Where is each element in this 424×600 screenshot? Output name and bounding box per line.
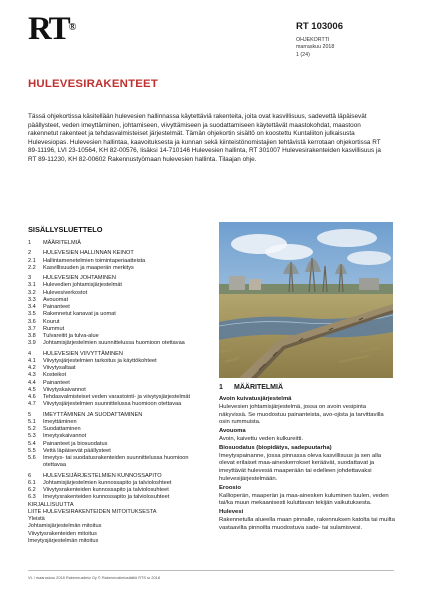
definition-term: Biosuodatus (biopidätys, sadepuutarha) — [219, 444, 332, 451]
toc-item-number: 5 — [28, 411, 32, 418]
toc-item-label: Rakennetut kanavat ja uomat — [43, 311, 116, 318]
toc-item — [28, 426, 213, 433]
footer-divider — [28, 570, 394, 571]
definition-text: Avoin, kaivettu veden kulkureitti. — [219, 435, 304, 442]
toc-item-label: Hulevedien johtamisjärjestelmät — [43, 282, 122, 289]
toc-item — [28, 516, 213, 523]
toc-item — [28, 387, 213, 394]
toc-list — [28, 240, 213, 545]
toc-item-label: KIRJALLISUUTTA — [28, 501, 74, 508]
toc-item — [28, 412, 213, 419]
page-title: HULEVESIRAKENTEET — [28, 78, 158, 90]
toc-item — [28, 419, 213, 426]
definition-text: Kallioperän, maaperän ja maa-ainesken kuluminen tuulen, veden tai/ka muun mekaanisesti kuluttavan tekijän vaikutuksesta. — [219, 492, 389, 507]
toc-item-label: Painanteet — [43, 379, 70, 386]
toc-item — [28, 326, 213, 333]
toc-item-label: IMEYTTÄMINEN JA SUODATTAMINEN — [43, 411, 143, 418]
toc-item — [28, 250, 213, 257]
definition-text: Imeytyspainanne, jossa pinnassa oleva kasvillisuus ja sen alla olevat erilaiset maa-aineskerrokset keräävät, suodattavat ja imeyttävät hulevesiä maaperään tai edelleen johdettavaksi hulevesijärjestelmään. — [219, 452, 382, 482]
toc-item-label: Viivytysjärjestelmien suunnittelussa huomioon otettavaa — [43, 401, 182, 408]
toc-item-number: 2.1 — [28, 257, 36, 264]
toc-item-number: 3.4 — [28, 304, 36, 310]
toc-item — [28, 441, 213, 448]
toc-item-label: HULEVESIEN VIIVYTTÄMINEN — [43, 350, 123, 357]
toc-item — [28, 487, 213, 494]
toc-item — [28, 401, 213, 408]
definition-term: Avoin kuivatusjärjestelmä — [219, 396, 292, 402]
toc-item — [28, 319, 213, 326]
toc-item — [28, 380, 213, 387]
toc-item — [28, 448, 213, 455]
document-number: RT 103006 — [296, 21, 344, 32]
definition-term: Avouoma — [219, 428, 246, 435]
toc-item-number: 5.5 — [28, 447, 36, 454]
toc-item-label: Tehdasvalmisteiset veden varastointi- ja viivytysjärjestelmät — [43, 394, 191, 400]
toc-item-label: Yleistä — [28, 516, 45, 522]
toc-heading: SISÄLLYSLUETTELO — [28, 225, 103, 234]
toc-item-label: Kasvillisuuden ja maaperän merkitys — [43, 264, 134, 271]
toc-item — [28, 502, 213, 509]
toc-item-label: Johtamisjärjestelmien suunnittelussa huomioon otettavaa — [43, 340, 185, 347]
toc-item — [28, 531, 213, 538]
toc-item-number: 4.5 — [28, 386, 36, 393]
toc-item-label: Kourut — [43, 318, 60, 325]
toc-item — [28, 473, 213, 480]
toc-item — [28, 480, 213, 487]
toc-item-number: 3 — [28, 275, 32, 281]
toc-item-number: 6.3 — [28, 494, 36, 501]
toc-item-number: 5.1 — [28, 418, 36, 425]
toc-item — [28, 462, 213, 469]
toc-item-number: 4.7 — [28, 401, 36, 408]
toc-item-label: Johtamisjärjestelmien kunnossapito ja talvioloshteet — [43, 479, 172, 486]
toc-item-number: 2.2 — [28, 264, 36, 271]
meta-date: marraskuu 2018 — [296, 44, 335, 51]
toc-item — [28, 351, 213, 358]
toc-item-label: LIITE HULEVESIRAKENTEIDEN MITOITUKSESTA — [28, 508, 157, 515]
toc-item — [28, 275, 213, 282]
toc-item-label: Vettä läpäisevät päällysteet — [43, 447, 111, 454]
toc-item-label: MÄÄRITELMIÄ — [43, 240, 81, 246]
toc-item-number: 2 — [28, 250, 32, 257]
toc-item — [28, 290, 213, 297]
toc-item — [28, 433, 213, 440]
section-title: MÄÄRITELMIÄ — [234, 384, 283, 391]
toc-item-number: 5.2 — [28, 426, 36, 432]
table-of-contents — [28, 225, 213, 545]
toc-item-label: Avouomat — [43, 296, 69, 303]
toc-item-label: HULEVESIEN HALLINNAN KEINOT — [43, 250, 134, 257]
definition-text: Hulevesien johtamisjärjestelmä, jossa on avoin vesipinta näkyvissä. Se muodostuu painanteista, avo-ojista ja tarvittavilla osin rummuista. — [219, 403, 384, 426]
toc-item — [28, 304, 213, 311]
toc-item-label: Painanteet — [43, 304, 70, 310]
toc-item — [28, 365, 213, 372]
toc-item-label: HULEVESIJÄRJESTELMIEN KUNNOSSAPITO — [43, 472, 162, 479]
definition-term: Eroosio — [219, 484, 241, 491]
toc-item-number: 4.2 — [28, 365, 36, 371]
toc-item — [28, 297, 213, 304]
toc-item-label: Tulvareitit ja tulva-alue — [43, 333, 99, 339]
toc-item-label: Hulevesiverkostot — [43, 289, 88, 296]
toc-item-number: 3.1 — [28, 282, 36, 289]
toc-item-label: Johtamisjärjestelmän mitoitus — [28, 523, 102, 530]
toc-item — [28, 240, 213, 247]
definition-term: Hulevesi — [219, 509, 244, 516]
toc-item-number: 3.3 — [28, 296, 36, 303]
toc-item-label: otettavaa — [43, 462, 67, 469]
meta-page: 1 (24) — [296, 51, 310, 58]
toc-item-label: Viivytysrakenteiden mitoitus — [28, 530, 97, 537]
toc-item — [28, 394, 213, 401]
toc-item-label: HULEVESIEN JOHTAMINEN — [43, 275, 116, 281]
toc-item — [28, 340, 213, 347]
toc-item — [28, 372, 213, 379]
toc-item-label: Viivytysrakenteiden kunnossapito ja talviolosuhteet — [43, 487, 169, 493]
toc-item-label: Imeyttäminen — [43, 418, 77, 425]
toc-item-number: 4 — [28, 350, 32, 357]
toc-item — [28, 282, 213, 289]
document-meta — [296, 37, 334, 59]
toc-item-label: Rummut — [43, 325, 65, 332]
toc-item-number: 3.7 — [28, 325, 36, 332]
meta-card-type: OHJEKORTTI — [296, 37, 330, 43]
toc-item-label: Imeytysrakenteiden kunnossapito ja talviolosuhteet — [43, 494, 170, 501]
toc-item-label: Kosteikot — [43, 372, 67, 379]
toc-item-label: Viivytysjärjestelmien tarkoitus ja käyttökohteet — [43, 357, 157, 364]
toc-item-number: 4.6 — [28, 394, 36, 400]
toc-item-label: Viivytysaltaat — [43, 365, 76, 371]
toc-item-number: 3.5 — [28, 311, 36, 318]
toc-item-number: 6 — [28, 472, 32, 479]
definition-list — [219, 396, 395, 533]
toc-item — [28, 538, 213, 545]
toc-item — [28, 333, 213, 340]
toc-item-number: 3.8 — [28, 333, 36, 339]
toc-item-label: Viivytyskaivannot — [43, 386, 86, 393]
toc-item — [28, 455, 213, 462]
definitions-section — [219, 384, 395, 534]
toc-item-number: 5.4 — [28, 440, 36, 447]
toc-item-number: 3.6 — [28, 318, 36, 325]
toc-item — [28, 258, 213, 265]
toc-item-number: 5.6 — [28, 455, 36, 461]
toc-item-label: Imeytyskaivannot — [43, 433, 87, 440]
toc-item-number: 3.9 — [28, 340, 36, 347]
toc-item — [28, 358, 213, 365]
section-heading — [219, 384, 395, 391]
toc-item-label: Hallintamenetelmien toimintaperiaatteista — [43, 257, 146, 264]
intro-paragraph: Tässä ohjekortissa käsitellään hulevesien hallinnassa käytettäviä rakenteita, joita ovat kasvillisuus, sadevettä läpäisevät päällysteet, veden imeyttäminen, johtamiseen, viivyttämiseen ja suodattamiseen käytettävät maastokohdat, maastoon rakennetut rakenteet ja tehdasvalmisteiset järjestelmät. Tämän ohjekortin sisältö on koostettu Kuntaliiton julkaisusta Hulevesiopas. Hulevesien hallintaa, kaavoituksesta ja kunnan sekä kiinteistönomistajien tehtävistä kerrotaan ohjekortissa RT 89-11196, LVI 23-10564, KH 82-00576, lisäksi 14-710146 Hulevesien hallinta, RT 301007 Hulevesirakenteiden kasvillisuus ja RT 89-11230, KH 82-00602 Rakennustyömaan hulevesien hallinta. Tilaajan ohje. — [28, 113, 381, 163]
toc-item — [28, 311, 213, 318]
cover-photo — [219, 222, 393, 378]
toc-item-label: Imeytysjärjestelmän mitoitus — [28, 537, 99, 544]
rt-logo: RT® — [28, 11, 77, 47]
toc-item-number: 4.1 — [28, 357, 36, 364]
toc-item-number: 6.2 — [28, 487, 36, 493]
footer-text: VL / maaruskuu 2018 Rakennustieto Oy © Rakennustietosäätiö RTS sr 2018 — [28, 575, 160, 580]
toc-item-number: 3.2 — [28, 289, 36, 296]
toc-item-number: 4.3 — [28, 372, 36, 379]
toc-item-number: 1 — [28, 240, 32, 246]
toc-item-label: Imeytys- tai suodatusrakenteiden suunnittelussa huomioon — [43, 455, 189, 461]
toc-item-number: 4.4 — [28, 379, 36, 386]
section-number: 1 — [219, 384, 223, 391]
toc-item — [28, 265, 213, 272]
toc-item — [28, 494, 213, 501]
toc-item-label: Suodattaminen — [43, 426, 81, 432]
toc-item-number: 6.1 — [28, 479, 36, 486]
toc-item-label: Painanteet ja biosuodatus — [43, 440, 108, 447]
toc-item — [28, 523, 213, 530]
toc-item-number: 5.3 — [28, 433, 36, 440]
toc-item — [28, 509, 213, 516]
definition-text: Rakennetulla alueella maan pinnalle, rakennuksen katolta tai muilta vastaavilta pinnoilta muodostuva sade- tai sulamisvesi. — [219, 516, 395, 531]
